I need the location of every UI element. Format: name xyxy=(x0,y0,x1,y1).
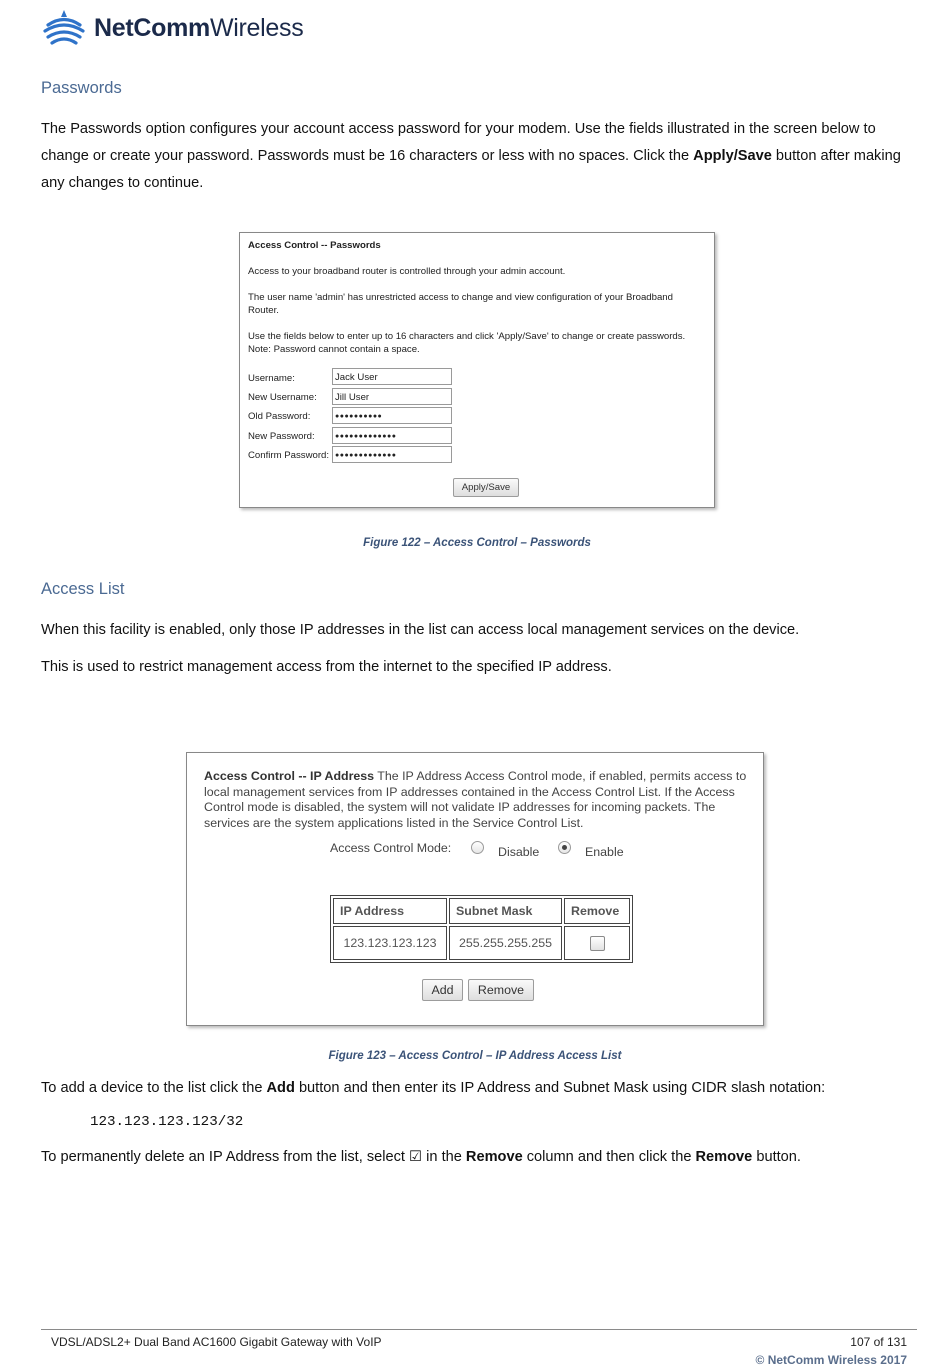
enable-radio-label: Enable xyxy=(585,845,624,859)
disable-radio[interactable] xyxy=(471,841,484,854)
ip-address-cell: 123.123.123.123 xyxy=(333,926,447,960)
figure-122-line1: Access to your broadband router is controlled through your admin account. xyxy=(248,266,566,277)
old-password-input[interactable]: ●●●●●●●●●● xyxy=(332,407,452,424)
ip-address-column-header: IP Address xyxy=(333,898,447,924)
wifi-signal-icon xyxy=(42,8,86,48)
subnet-mask-cell: 255.255.255.255 xyxy=(449,926,562,960)
figure-123-screenshot xyxy=(186,752,764,1026)
table-header-row xyxy=(333,898,630,924)
cidr-example-code: 123.123.123.123/32 xyxy=(90,1114,244,1130)
apply-save-button[interactable]: Apply/Save xyxy=(453,478,519,497)
figure-123-description: Access Control -- IP Address The IP Address Access Control mode, if enabled, permits access to local management services from IP addresses contained in the Access Control List. If the Access Control mode is disabled, the system will not validate IP addresses for incoming packets. The services are the system applications listed in the Service Control List. xyxy=(204,769,747,830)
figure-122-line2: The user name 'admin' has unrestricted access to change and view configuration of your Broadband Router. xyxy=(248,292,673,316)
figure-122-title: Access Control -- Passwords xyxy=(248,240,381,251)
remove-column-header: Remove xyxy=(564,898,630,924)
old-password-label: Old Password: xyxy=(248,411,311,422)
passwords-heading: Passwords xyxy=(41,79,122,97)
new-username-input[interactable]: Jill User xyxy=(332,388,452,405)
username-label: Username: xyxy=(248,373,295,384)
remove-cell xyxy=(564,926,630,960)
brand-name: NetCommWireless xyxy=(94,13,304,42)
footer-page-number: 107 of 131 xyxy=(850,1335,907,1349)
remove-button[interactable]: Remove xyxy=(468,979,534,1001)
footer-document-title: VDSL/ADSL2+ Dual Band AC1600 Gigabit Gateway with VoIP xyxy=(51,1335,382,1349)
figure-123-caption: Figure 123 – Access Control – IP Address Access List xyxy=(328,1050,622,1062)
access-list-heading: Access List xyxy=(41,580,125,598)
netcomm-logo xyxy=(42,8,303,48)
figure-122-caption: Figure 122 – Access Control – Passwords xyxy=(363,537,591,549)
figure-122-line4: Note: Password cannot contain a space. xyxy=(248,344,420,355)
subnet-mask-column-header: Subnet Mask xyxy=(449,898,562,924)
checkbox-checked-icon: ☑ xyxy=(409,1149,423,1165)
confirm-password-input[interactable]: ●●●●●●●●●●●●● xyxy=(332,446,452,463)
delete-instructions: To permanently delete an IP Address from the list, select ☑ in the Remove column and then click the Remove button. xyxy=(41,1149,801,1165)
footer-divider xyxy=(41,1329,917,1330)
enable-radio[interactable] xyxy=(558,841,571,854)
add-instructions: To add a device to the list click the Add button and then enter its IP Address and Subnet Mask using CIDR slash notation: xyxy=(41,1080,826,1096)
new-password-label: New Password: xyxy=(248,431,315,442)
remove-checkbox[interactable] xyxy=(590,936,605,951)
access-list-paragraph-2: This is used to restrict management access from the internet to the specified IP address. xyxy=(41,659,612,675)
figure-122-line3: Use the fields below to enter up to 16 characters and click 'Apply/Save' to change or create passwords. xyxy=(248,331,686,342)
add-button[interactable]: Add xyxy=(422,979,463,1001)
ip-access-list-table xyxy=(330,895,633,963)
new-username-label: New Username: xyxy=(248,392,317,403)
footer-copyright: © NetComm Wireless 2017 xyxy=(755,1353,907,1367)
username-input[interactable]: Jack User xyxy=(332,368,452,385)
passwords-paragraph: The Passwords option configures your account access password for your modem. Use the fields illustrated in the screen below to change or create your password. Passwords must be 16 characters or less with no spaces. Click the Apply/Save button after making any changes to continue. xyxy=(41,121,901,191)
confirm-password-label: Confirm Password: xyxy=(248,450,330,461)
table-row xyxy=(333,926,630,960)
figure-122-screenshot xyxy=(239,232,715,508)
access-control-mode-label: Access Control Mode: xyxy=(330,841,452,855)
access-list-paragraph-1: When this facility is enabled, only those IP addresses in the list can access local management services on the device. xyxy=(41,622,800,638)
disable-radio-label: Disable xyxy=(498,845,540,859)
new-password-input[interactable]: ●●●●●●●●●●●●● xyxy=(332,427,452,444)
